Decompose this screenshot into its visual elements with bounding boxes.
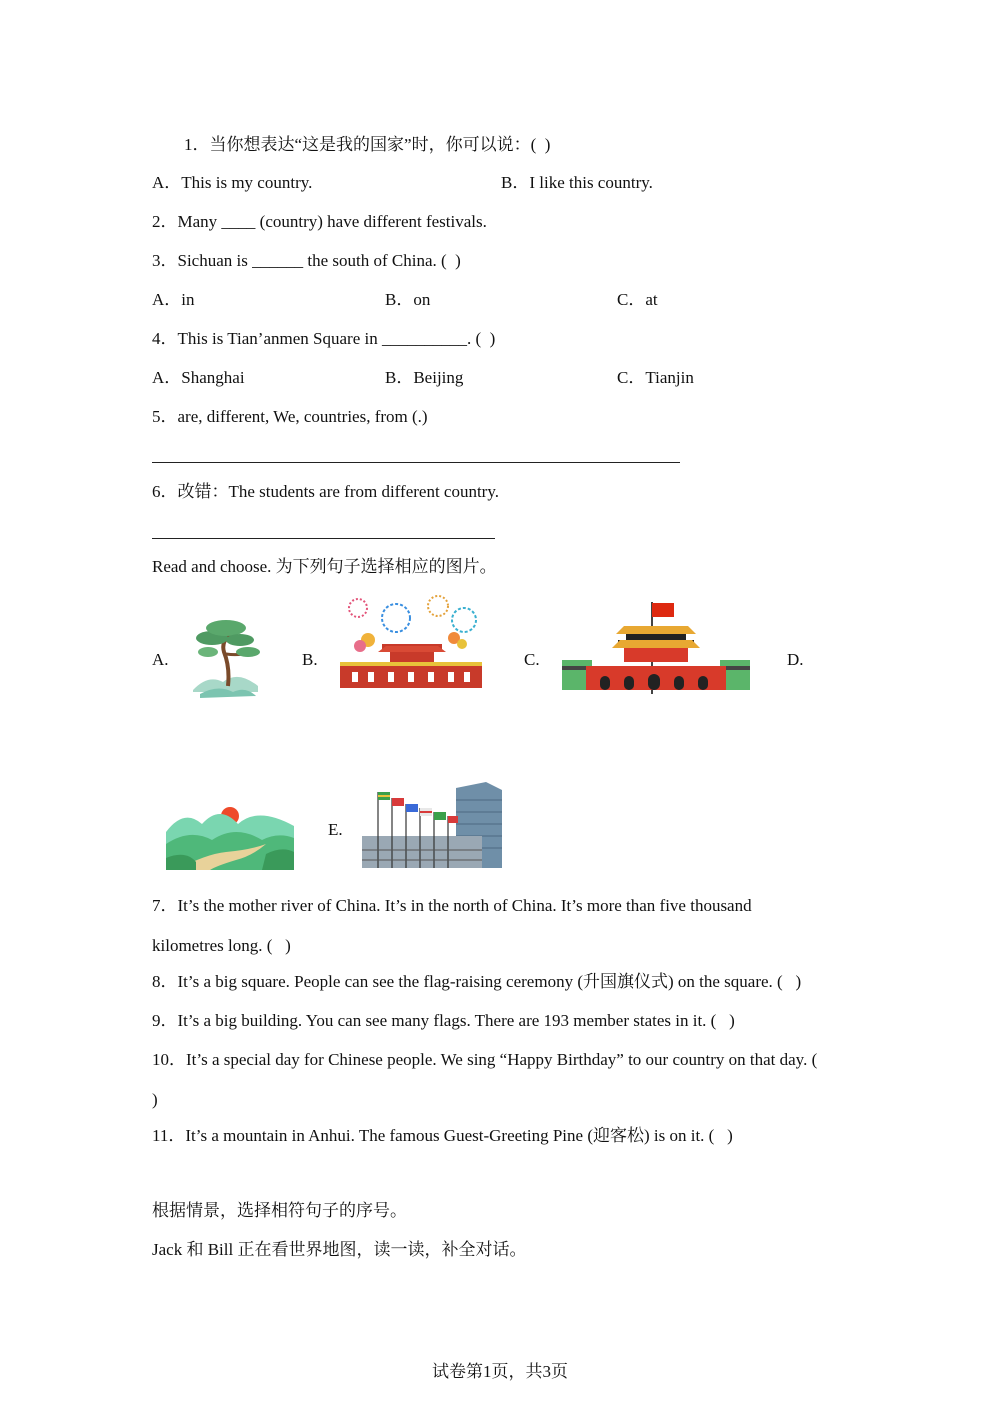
q6-stem: 6．改错：The students are from different country.	[152, 482, 499, 501]
q9-stem: 9．It’s a big building. You can see many flags. There are 193 member states in it. ( )	[152, 1011, 735, 1030]
q1-option-a: A．This is my country.	[152, 173, 313, 192]
section-dialog-title: 根据情景，选择相符句子的序号。	[152, 1201, 407, 1220]
pic-label-d: D.	[787, 650, 804, 669]
pic-label-b: B.	[302, 650, 318, 669]
q4-option-a: A．Shanghai	[152, 368, 245, 387]
q3-stem: 3．Sichuan is ______ the south of China. ( )	[152, 251, 461, 270]
pine-tree-picture	[188, 612, 262, 698]
q3-option-a: A．in	[152, 290, 195, 309]
section-dialog-subtitle: Jack 和 Bill 正在看世界地图，读一读，补全对话。	[152, 1240, 527, 1259]
q10-stem-line1: 10．It’s a special day for Chinese people. We sing “Happy Birthday” to our country on that day. (	[152, 1050, 818, 1069]
q4-option-c: C．Tianjin	[617, 368, 694, 387]
q4-stem: 4．This is Tian’anmen Square in __________. ( )	[152, 329, 496, 348]
q1-option-b: B．I like this country.	[501, 173, 653, 192]
q4-option-b: B．Beijing	[385, 368, 464, 387]
q5-stem: 5．are, different, We, countries, from (.)	[152, 407, 428, 426]
q3-option-c: C．at	[617, 290, 658, 309]
q10-stem-line2: )	[152, 1090, 158, 1109]
q6-answer-line[interactable]	[152, 538, 495, 539]
united-nations-building-picture	[360, 780, 506, 870]
q3-option-b: B．on	[385, 290, 431, 309]
q8-stem: 8．It’s a big square. People can see the flag-raising ceremony (升国旗仪式) on the square. ( )	[152, 972, 802, 991]
q2-stem: 2．Many ____ (country) have different festivals.	[152, 212, 487, 231]
pic-label-c: C.	[524, 650, 540, 669]
pic-label-e: E.	[328, 820, 343, 839]
yellow-river-picture	[166, 784, 294, 870]
tiananmen-gate-picture	[560, 600, 752, 696]
q7-stem-line2: kilometres long. ( )	[152, 936, 291, 955]
page-footer: 试卷第1页，共3页	[432, 1362, 568, 1381]
pic-label-a: A.	[152, 650, 169, 669]
section-read-title: Read and choose. 为下列句子选择相应的图片。	[152, 557, 497, 576]
q1-stem: 1．当你想表达“这是我的国家”时，你可以说：( )	[184, 135, 551, 154]
q7-stem-line1: 7．It’s the mother river of China. It’s in the north of China. It’s more than five thousand	[152, 896, 752, 915]
q5-answer-line[interactable]	[152, 462, 680, 463]
q11-stem: 11．It’s a mountain in Anhui. The famous Guest-Greeting Pine (迎客松) is on it. ( )	[152, 1126, 733, 1145]
national-day-fireworks-picture	[338, 594, 484, 692]
